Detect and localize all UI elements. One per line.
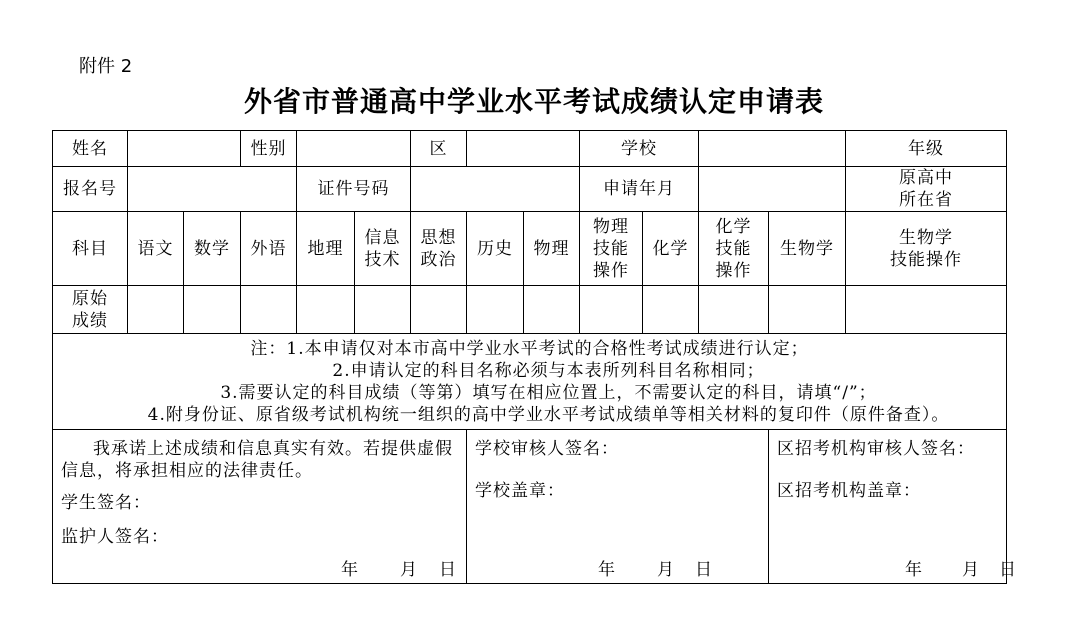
district-seal-label: 区招考机构盖章：	[777, 481, 921, 501]
note-2: 2.申请认定的科目名称必须与本表所列科目名称相同；	[332, 360, 765, 381]
year-label: 年	[341, 560, 359, 580]
pledge-cell	[53, 430, 467, 584]
note-1: 注：1.本申请仅对本市高中学业水平考试的合格性考试成绩进行认定；	[250, 338, 809, 359]
score-chemistry-lab[interactable]	[699, 286, 769, 334]
apply-year-label: 申请年月	[580, 167, 699, 212]
score-foreign-language[interactable]	[241, 286, 297, 334]
subjects-label: 科目	[53, 212, 128, 286]
day-label: 日	[439, 560, 457, 580]
subject-chemistry: 化学	[643, 212, 699, 286]
score-politics[interactable]	[411, 286, 467, 334]
row-subjects	[53, 212, 1007, 286]
row-signatures	[53, 430, 1007, 584]
subject-physics: 物理	[524, 212, 580, 286]
school-reviewer-sign-label: 学校审核人签名：	[475, 439, 619, 459]
score-geography[interactable]	[297, 286, 355, 334]
row-original-scores	[53, 286, 1007, 334]
month-label: 月	[400, 560, 418, 580]
day-label: 日	[695, 560, 713, 580]
note-3: 3.需要认定的科目成绩（等第）填写在相应位置上，不需要认定的科目，请填“/”；	[220, 382, 877, 403]
district-review-cell	[769, 430, 1017, 584]
guardian-sign-label: 监护人签名：	[61, 527, 169, 547]
name-field[interactable]	[128, 131, 241, 167]
gender-field[interactable]	[297, 131, 411, 167]
score-chemistry[interactable]	[643, 286, 699, 334]
attachment-label: 附件 2	[79, 56, 133, 77]
subject-chinese: 语文	[128, 212, 184, 286]
subject-biology-lab: 生物学 技能操作	[846, 212, 1007, 286]
gender-label: 性别	[241, 131, 297, 167]
subject-it: 信息 技术	[355, 212, 411, 286]
pledge-line-1: 我承诺上述成绩和信息真实有效。若提供虚假	[93, 439, 453, 459]
score-physics-lab[interactable]	[580, 286, 643, 334]
school-field[interactable]	[699, 131, 846, 167]
district-reviewer-sign-label: 区招考机构审核人签名：	[777, 439, 975, 459]
score-biology-lab[interactable]	[846, 286, 1007, 334]
subject-biology: 生物学	[769, 212, 846, 286]
school-label: 学校	[580, 131, 699, 167]
month-label: 月	[657, 560, 675, 580]
subject-chemistry-lab: 化学 技能 操作	[699, 212, 769, 286]
row-basic-info	[53, 131, 1007, 167]
year-label: 年	[905, 560, 923, 580]
grade-label: 年级	[846, 131, 1007, 167]
form-title: 外省市普通高中学业水平考试成绩认定申请表	[243, 85, 824, 118]
subject-history: 历史	[467, 212, 524, 286]
id-no-field[interactable]	[411, 167, 580, 212]
name-label: 姓名	[53, 131, 128, 167]
school-date	[577, 559, 713, 581]
application-form-table	[52, 130, 1017, 584]
reg-no-field[interactable]	[128, 167, 297, 212]
district-label: 区	[411, 131, 467, 167]
subject-math: 数学	[184, 212, 241, 286]
pledge-date	[321, 559, 457, 581]
subject-foreign-language: 外语	[241, 212, 297, 286]
row-registration	[53, 167, 1007, 212]
score-it[interactable]	[355, 286, 411, 334]
orig-province-label: 原高中 所在省	[846, 167, 1007, 212]
reg-no-label: 报名号	[53, 167, 128, 212]
score-biology[interactable]	[769, 286, 846, 334]
subject-physics-lab: 物理 技能 操作	[580, 212, 643, 286]
pledge-line-2: 信息，将承担相应的法律责任。	[61, 461, 313, 481]
score-physics[interactable]	[524, 286, 580, 334]
score-history[interactable]	[467, 286, 524, 334]
school-seal-label: 学校盖章：	[475, 481, 565, 501]
notes-cell	[53, 334, 1007, 430]
id-no-label: 证件号码	[297, 167, 411, 212]
subject-geography: 地理	[297, 212, 355, 286]
student-sign-label: 学生签名：	[61, 493, 151, 513]
day-label: 日	[999, 560, 1017, 580]
district-date	[885, 559, 1017, 581]
score-chinese[interactable]	[128, 286, 184, 334]
subject-politics: 思想 政治	[411, 212, 467, 286]
year-label: 年	[598, 560, 616, 580]
note-4: 4.附身份证、原省级考试机构统一组织的高中学业水平考试成绩单等相关材料的复印件（原件备查）。	[147, 404, 950, 425]
district-field[interactable]	[467, 131, 580, 167]
score-math[interactable]	[184, 286, 241, 334]
school-review-cell	[467, 430, 769, 584]
original-score-label: 原始 成绩	[53, 286, 128, 334]
month-label: 月	[962, 560, 980, 580]
row-notes	[53, 334, 1007, 430]
apply-year-field[interactable]	[699, 167, 846, 212]
